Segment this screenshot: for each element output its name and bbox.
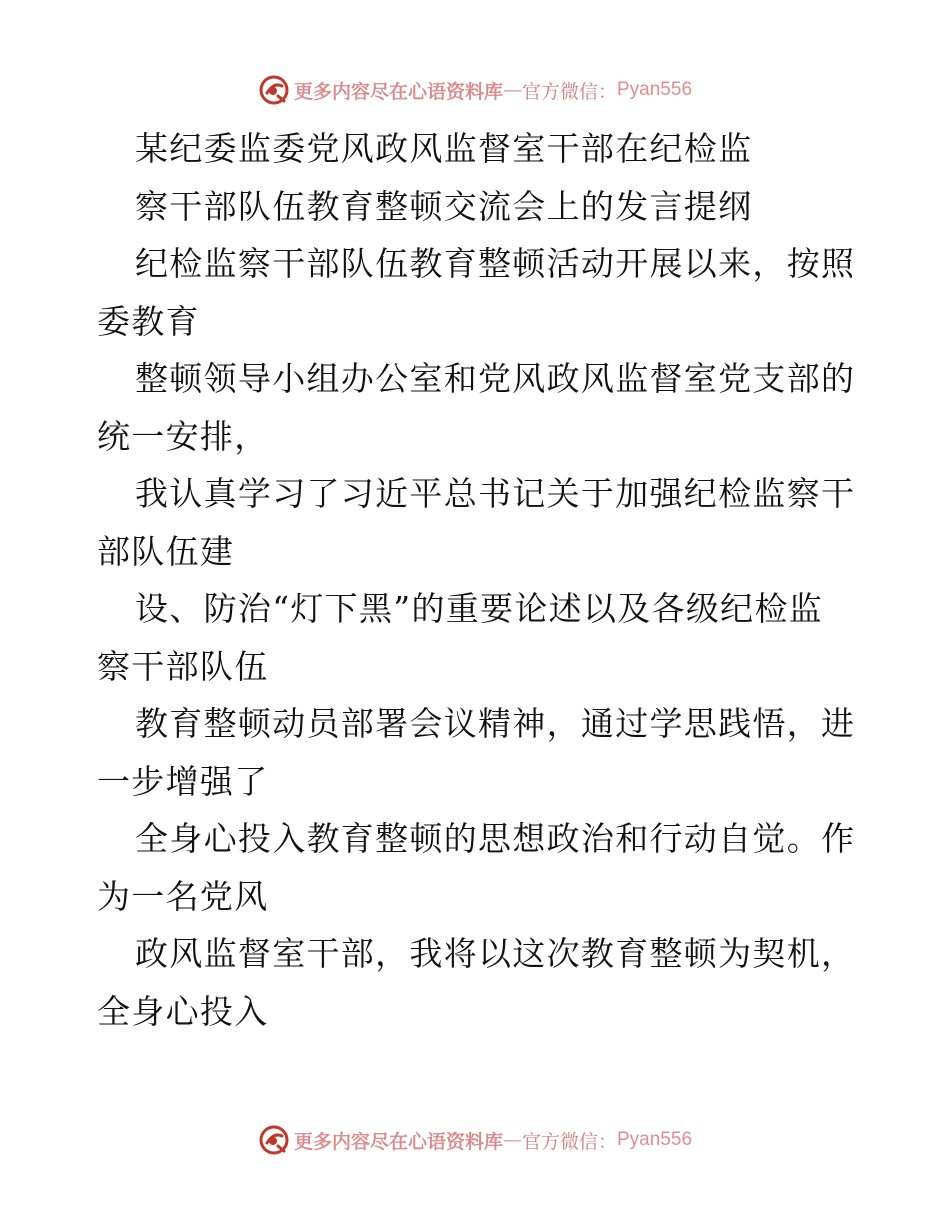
doc-line: 整顿领导小组办公室和党风政风监督室党支部的: [135, 359, 856, 398]
doc-line: 我认真学习了习近平总书记关于加强纪检监察干: [135, 474, 856, 513]
doc-line: 教育整顿动员部署会议精神，通过学思践悟，进: [135, 704, 856, 743]
banner-site-text: 更多内容尽在心语资料库: [293, 1130, 503, 1153]
banner-wechat-id: Pyan556: [617, 1129, 693, 1150]
banner-wechat-id: Pyan556: [617, 79, 693, 100]
doc-line: 纪检监察干部队伍教育整顿活动开展以来，按照: [135, 244, 856, 283]
banner-wechat-label: 官方微信：: [521, 1130, 617, 1153]
doc-line: 全身心投入教育整顿的思想政治和行动自觉。作: [135, 819, 856, 858]
doc-line: 一步增强了: [97, 761, 269, 801]
banner-dash: —: [502, 1129, 522, 1151]
doc-line: 部队伍建: [97, 531, 235, 571]
doc-line: 设、防治“灯下黑”的重要论述以及各级纪检监: [135, 589, 824, 628]
doc-line: 统一安排，: [97, 416, 269, 456]
footer-banner: [0, 1120, 950, 1160]
document-body: [97, 120, 857, 1040]
banner-wechat-label: 官方微信：: [521, 80, 617, 103]
red-seal-logo-icon: [258, 1124, 290, 1156]
red-seal-logo-icon: [258, 74, 290, 106]
header-banner: [0, 70, 950, 110]
doc-line: 全身心投入: [97, 991, 269, 1031]
doc-title-line-2: 察干部队伍教育整顿交流会上的发言提纲: [135, 186, 753, 226]
doc-line: 委教育: [97, 301, 200, 341]
banner-dash: —: [502, 79, 522, 101]
doc-line: 察干部队伍: [97, 646, 269, 686]
doc-line: 为一名党风: [97, 876, 269, 916]
doc-title-line-1: 某纪委监委党风政风监督室干部在纪检监: [135, 129, 753, 168]
banner-site-text: 更多内容尽在心语资料库: [293, 80, 503, 103]
doc-line: 政风监督室干部，我将以这次教育整顿为契机，: [135, 934, 856, 973]
